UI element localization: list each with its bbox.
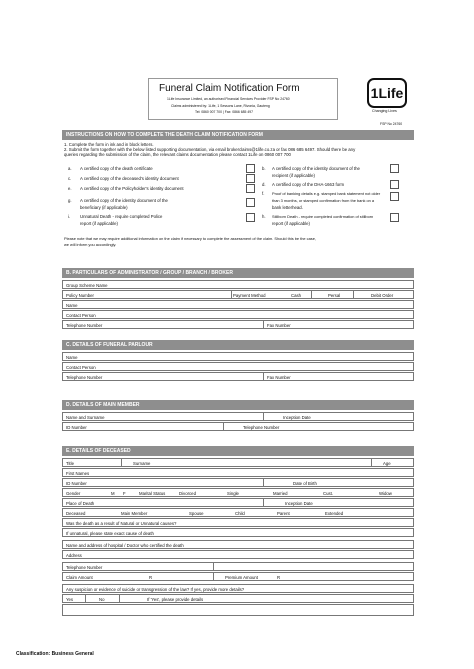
instructions-heading: INSTRUCTIONS ON HOW TO COMPLETE THE DEATH CLAIM NOTIFICATION FORM: [62, 130, 414, 140]
broker-name-label: Name: [66, 303, 78, 308]
member-telephone-label: Telephone Number: [243, 425, 280, 430]
note-line-2: we will inform you accordingly.: [64, 242, 117, 247]
section-d-heading: D. DETAILS OF MAIN MEMBER: [62, 400, 414, 410]
persal-option[interactable]: Persal: [328, 293, 341, 298]
item-c: A certified copy of the deceased's identity document: [80, 176, 179, 181]
extended-option[interactable]: Extended: [325, 511, 344, 516]
dob-label: Date of Birth: [293, 481, 317, 486]
broker-contact-row[interactable]: [62, 310, 414, 319]
item-h: Stillborn Death - require completed confirmation of stillborn: [272, 214, 374, 219]
broker-name-row[interactable]: [62, 300, 414, 309]
divorced-option[interactable]: Divorced: [179, 491, 196, 496]
item-i-letter: i.: [68, 214, 71, 219]
item-e-letter: e.: [68, 186, 72, 191]
group-scheme-label: Group Scheme Name: [66, 283, 108, 288]
broker-phone-row[interactable]: [62, 320, 414, 329]
member-id-row[interactable]: [62, 422, 414, 431]
deceased-id-row[interactable]: [62, 478, 414, 487]
item-g-letter: g.: [68, 198, 72, 203]
premium-currency: R: [277, 575, 281, 580]
cash-option[interactable]: Cash: [291, 293, 302, 298]
policy-row[interactable]: [62, 290, 414, 299]
suicide-question: Any suspicion or evidence of suicide or transgression of the law? If yes, provide more details?: [66, 587, 245, 592]
gender-m[interactable]: M: [111, 491, 115, 496]
doctor-question: Name and address of hospital / Doctor who certified the death: [66, 543, 184, 548]
surname-label: Surname: [133, 461, 151, 466]
claim-amount-label: Claim Amount: [66, 575, 93, 580]
place-of-death-label: Place of Death: [66, 501, 95, 506]
gender-f[interactable]: F: [123, 491, 126, 496]
item-c-letter: c.: [68, 176, 72, 181]
first-names-label: First Names: [66, 471, 90, 476]
child-option[interactable]: Child: [235, 511, 245, 516]
checkbox-b[interactable]: [390, 164, 399, 173]
customary-option[interactable]: Cust.: [323, 491, 334, 496]
relationship-row[interactable]: [62, 508, 414, 517]
member-inception-label: Inception Date: [283, 415, 311, 420]
parlour-fax-label: Fax Number: [267, 375, 291, 380]
logo: [367, 78, 407, 108]
item-f-cont: than 3 months, or stamped confirmation from the bank on a: [272, 198, 375, 203]
classification-footer: Classification: Business General: [16, 651, 94, 657]
item-d-letter: d.: [262, 182, 266, 187]
spouse-option[interactable]: Spouse: [189, 511, 204, 516]
item-f-letter: f.: [262, 191, 265, 196]
checkbox-h[interactable]: [390, 213, 399, 222]
item-e: A certified copy of the Policyholder's identity document: [80, 186, 184, 191]
section-e-heading: E. DETAILS OF DECEASED: [62, 446, 414, 456]
widow-option[interactable]: Widow: [379, 491, 392, 496]
no-option[interactable]: No: [99, 597, 105, 602]
title-label: Title: [66, 461, 74, 466]
broker-contact-label: Contact Person: [66, 313, 96, 318]
fsp-number: FSP No 24760: [380, 122, 403, 126]
checkbox-i[interactable]: [246, 213, 255, 222]
section-b-heading: B. PARTICULARS OF ADMINISTRATOR / GROUP / BRANCH / BROKER: [62, 268, 414, 278]
doctor-row[interactable]: [62, 540, 414, 549]
policy-number-label: Policy Number: [66, 293, 94, 298]
single-option[interactable]: Single: [227, 491, 239, 496]
marital-label: Marital Status: [139, 491, 166, 496]
admin-line: Claims administered by: 1Life, 1 Sessons Lane, Rivonia, Gauteng: [171, 104, 270, 108]
checkbox-f[interactable]: [390, 192, 399, 201]
claim-currency: R: [149, 575, 153, 580]
item-b-letter: b.: [262, 166, 266, 171]
item-b: A certified copy of the identity document of the: [272, 166, 360, 171]
section-c-heading: C. DETAILS OF FUNERAL PARLOUR: [62, 340, 414, 350]
gender-row[interactable]: [62, 488, 414, 497]
broker-fax-label: Fax Number: [267, 323, 291, 328]
company-line: 1Life Insurance Limited, an authorised Financial Services Provider FSP No 24760: [167, 97, 290, 101]
checkbox-c[interactable]: [246, 174, 255, 183]
deceased-phone-row[interactable]: [62, 562, 414, 571]
address-row[interactable]: [62, 550, 414, 559]
deceased-id-label: ID Number: [66, 481, 87, 486]
item-i-cont: report (if applicable): [80, 221, 118, 226]
payment-method-label: Payment Method: [233, 293, 266, 298]
details-row[interactable]: [62, 604, 414, 616]
tagline: Changing Lives: [372, 109, 397, 113]
parlour-contact-row[interactable]: [62, 362, 414, 371]
checkbox-a[interactable]: [246, 164, 255, 173]
member-name-label: Name and Surname: [66, 415, 105, 420]
parlour-phone-row[interactable]: [62, 372, 414, 381]
gender-label: Gender: [66, 491, 81, 496]
item-d: A certified copy of the DHA-1663 form: [272, 182, 345, 187]
address-label: Address: [66, 553, 82, 558]
yes-option[interactable]: Yes: [66, 597, 74, 602]
deceased-inception-label: Inception Date: [285, 501, 313, 506]
deceased-telephone-label: Telephone Number: [66, 565, 103, 570]
checkbox-e[interactable]: [246, 184, 255, 193]
if-yes-label: If 'Yes', please provide details: [147, 597, 204, 602]
yes-no-row[interactable]: [62, 594, 414, 603]
debit-order-option[interactable]: Debit Order: [371, 293, 394, 298]
instruction-line-2: 2. Submit the form together with the below listed supporting documentation, via email brokerclaims@1life.co.za or fax 086 685 6497. Should there be any: [64, 147, 356, 152]
natural-cause-question: Was the death as a result of Natural or Unnatural causes?: [66, 521, 177, 526]
parlour-name-label: Name: [66, 355, 78, 360]
age-label: Age: [383, 461, 391, 466]
form-title: Funeral Claim Notification Form: [159, 83, 300, 94]
parlour-contact-label: Contact Person: [66, 365, 96, 370]
member-id-label: ID Number: [66, 425, 87, 430]
item-a: A certified copy of the death certificate: [80, 166, 153, 171]
group-scheme-row[interactable]: [62, 280, 414, 289]
first-names-row[interactable]: [62, 468, 414, 477]
married-option[interactable]: Married: [273, 491, 288, 496]
natural-cause-row[interactable]: [62, 518, 414, 527]
item-b-cont: recipient (if applicable): [272, 173, 315, 178]
item-h-cont: report (if applicable): [272, 221, 310, 226]
deceased-label: Deceased: [66, 511, 86, 516]
note-line-1: Please note that we may require additional information on the claim if necessary to complete the assessment of the claim. Should this be the case,: [64, 236, 316, 241]
premium-amount-label: Premium Amount: [225, 575, 258, 580]
checkbox-d[interactable]: [390, 180, 399, 189]
item-i: Unnatural Death - require completed Police: [80, 214, 163, 219]
suicide-row[interactable]: [62, 584, 414, 593]
unnatural-cause-row[interactable]: [62, 528, 414, 537]
unnatural-cause-question: If unnatural, please state exact cause of death: [66, 531, 154, 536]
instruction-line-3: queries regarding the submission of the claim, the relevant claims documentation please contact 1Life on 0860 007 700: [64, 152, 291, 157]
item-g-cont: beneficiary (if applicable): [80, 205, 128, 210]
parent-option[interactable]: Parent: [277, 511, 290, 516]
parlour-telephone-label: Telephone Number: [66, 375, 103, 380]
contact-line: Tel: 0860 007 700 | Fax: 0866 685 497: [195, 110, 254, 114]
amounts-row[interactable]: [62, 572, 414, 581]
place-of-death-row[interactable]: [62, 498, 414, 507]
checkbox-g[interactable]: [246, 198, 255, 207]
main-member-option[interactable]: Main Member: [121, 511, 148, 516]
item-h-letter: h.: [262, 214, 266, 219]
item-f: Proof of banking details e.g. stamped bank statement not older: [272, 191, 381, 196]
logo-text: 1Life: [370, 85, 404, 101]
deceased-title-row[interactable]: [62, 458, 414, 467]
member-name-row[interactable]: [62, 412, 414, 421]
item-f-cont-2: bank letterhead.: [272, 205, 303, 210]
item-a-letter: a.: [68, 166, 72, 171]
header-title-box: [148, 78, 338, 120]
parlour-name-row[interactable]: [62, 352, 414, 361]
broker-telephone-label: Telephone Number: [66, 323, 103, 328]
item-g: A certified copy of the identity document of the: [80, 198, 168, 203]
instruction-line-1: 1. Complete the form in ink and in block letters.: [64, 142, 154, 147]
